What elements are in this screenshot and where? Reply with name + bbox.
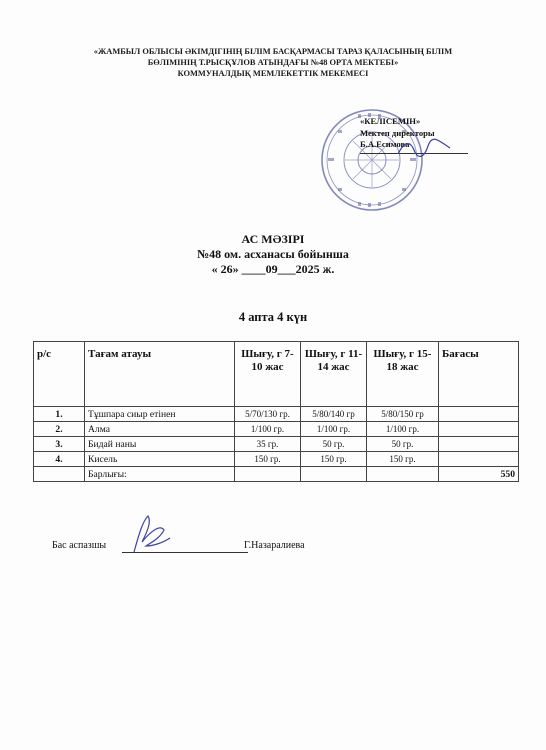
- row-portion-15-18: 5/80/150 гр: [367, 407, 439, 422]
- row-price: [439, 452, 519, 467]
- table-row: [34, 437, 519, 452]
- approval-name: Б.А.Есимова: [360, 139, 410, 149]
- total-empty-cell: [367, 467, 439, 482]
- chef-title: Бас аспазшы: [52, 540, 107, 551]
- table-row: [34, 422, 519, 437]
- row-portion-11-14: 150 гр.: [301, 452, 367, 467]
- header-line-3: КОММУНАЛДЫҚ МЕМЛЕКЕТТІК МЕКЕМЕСІ: [177, 69, 369, 78]
- total-empty-cell: [301, 467, 367, 482]
- table-row: [34, 407, 519, 422]
- row-portion-7-10: 5/70/130 гр.: [235, 407, 301, 422]
- header-num: р/с: [34, 342, 85, 407]
- table-total-row: [34, 467, 519, 482]
- total-label: Барлығы:: [85, 467, 235, 482]
- row-price: [439, 422, 519, 437]
- chef-name: Г.Назаралиева: [244, 540, 305, 551]
- header-line-1: «ЖАМБЫЛ ОБЛЫСЫ ӘКІМДІГІНІҢ БІЛІМ БАСҚАРМАСЫ ТАРАЗ ҚАЛАСЫНЫҢ БІЛІМ: [93, 47, 453, 56]
- organization-header: [40, 46, 506, 79]
- row-price: [439, 437, 519, 452]
- row-dish: Алма: [85, 422, 235, 437]
- header-age-15-18: Шығу, г 15-18 жас: [367, 342, 439, 407]
- row-dish: Тұшпара сиыр етінен: [85, 407, 235, 422]
- row-portion-11-14: 1/100 гр.: [301, 422, 367, 437]
- row-portion-11-14: 50 гр.: [301, 437, 367, 452]
- header-dish-name: Тағам атауы: [85, 342, 235, 407]
- approval-position: Мектеп директоры: [360, 127, 435, 138]
- row-portion-15-18: 1/100 гр.: [367, 422, 439, 437]
- header-price: Бағасы: [439, 342, 519, 407]
- row-num: 4.: [34, 452, 85, 467]
- table-header-row: [34, 342, 519, 407]
- table-row: [34, 452, 519, 467]
- total-price: 550: [439, 467, 519, 482]
- row-portion-7-10: 150 гр.: [235, 452, 301, 467]
- total-empty-cell: [235, 467, 301, 482]
- row-portion-11-14: 5/80/140 гр: [301, 407, 367, 422]
- row-portion-7-10: 1/100 гр.: [235, 422, 301, 437]
- menu-canteen: №48 ом. асханасы бойынша: [197, 247, 349, 261]
- header-age-11-14: Шығу, г 11-14 жас: [301, 342, 367, 407]
- row-portion-15-18: 150 гр.: [367, 452, 439, 467]
- director-signature: [394, 136, 454, 162]
- header-line-2: БӨЛІМІНІҢ Т.РЫСҚҰЛОВ АТЫНДАҒЫ №48 ОРТА МЕКТЕБІ»: [147, 58, 399, 67]
- week-day-label: 4 апта 4 күн: [238, 310, 308, 324]
- chef-signature-line: [122, 552, 248, 553]
- row-num: 3.: [34, 437, 85, 452]
- menu-table: [33, 341, 519, 482]
- approval-heading: «КЕЛІСЕМІН»: [360, 116, 421, 126]
- row-num: 1.: [34, 407, 85, 422]
- header-age-7-10: Шығу, г 7-10 жас: [235, 342, 301, 407]
- row-price: [439, 407, 519, 422]
- row-dish: Кисель: [85, 452, 235, 467]
- row-num: 2.: [34, 422, 85, 437]
- row-portion-15-18: 50 гр.: [367, 437, 439, 452]
- row-portion-7-10: 35 гр.: [235, 437, 301, 452]
- menu-title-block: [120, 232, 426, 277]
- row-dish: Бидай наны: [85, 437, 235, 452]
- menu-date: « 26» ____09___2025 ж.: [211, 262, 335, 276]
- total-num-cell: [34, 467, 85, 482]
- menu-title: АС МӘЗІРІ: [241, 232, 305, 246]
